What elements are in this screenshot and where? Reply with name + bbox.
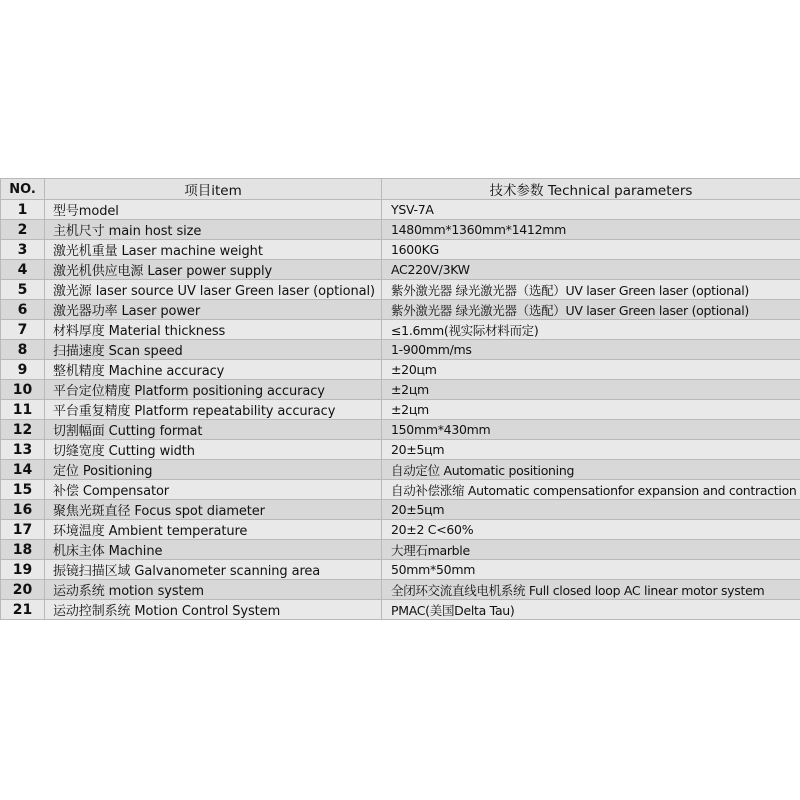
- row-parameter: 自动定位 Automatic positioning: [382, 460, 800, 480]
- row-item: 环境温度 Ambient temperature: [45, 520, 382, 540]
- row-item: 激光机供应电源 Laser power supply: [45, 260, 382, 280]
- row-parameter: ±2цm: [382, 380, 800, 400]
- header-item: 项目item: [45, 179, 382, 200]
- row-parameter: PMAC(美国Delta Tau): [382, 600, 800, 620]
- row-number: 5: [1, 280, 45, 300]
- table-row: [1, 580, 800, 600]
- row-number: 4: [1, 260, 45, 280]
- row-number: 15: [1, 480, 45, 500]
- row-parameter: 1-900mm/ms: [382, 340, 800, 360]
- row-number: 21: [1, 600, 45, 620]
- row-parameter: 20±5цm: [382, 440, 800, 460]
- table-row: [1, 600, 800, 620]
- table-row: [1, 520, 800, 540]
- row-parameter: ≤1.6mm(视实际材料而定): [382, 320, 800, 340]
- row-item: 激光机重量 Laser machine weight: [45, 240, 382, 260]
- row-parameter: 50mm*50mm: [382, 560, 800, 580]
- row-item: 振镜扫描区域 Galvanometer scanning area: [45, 560, 382, 580]
- row-item: 运动系统 motion system: [45, 580, 382, 600]
- row-parameter: 紫外激光器 绿光激光器（选配）UV laser Green laser (optional): [382, 300, 800, 320]
- row-item: 切缝宽度 Cutting width: [45, 440, 382, 460]
- row-parameter: ±20цm: [382, 360, 800, 380]
- table-row: [1, 380, 800, 400]
- row-parameter: 自动补偿涨缩 Automatic compensationfor expansion and contraction: [382, 480, 800, 500]
- row-number: 18: [1, 540, 45, 560]
- row-item: 聚焦光斑直径 Focus spot diameter: [45, 500, 382, 520]
- row-parameter: 1600KG: [382, 240, 800, 260]
- table-row: [1, 220, 800, 240]
- row-parameter: 1480mm*1360mm*1412mm: [382, 220, 800, 240]
- row-parameter: 20±5цm: [382, 500, 800, 520]
- row-item: 型号model: [45, 200, 382, 220]
- header-technical-parameters: 技术参数 Technical parameters: [382, 179, 800, 200]
- row-parameter: ±2цm: [382, 400, 800, 420]
- row-item: 机床主体 Machine: [45, 540, 382, 560]
- row-item: 整机精度 Machine accuracy: [45, 360, 382, 380]
- row-item: 主机尺寸 main host size: [45, 220, 382, 240]
- row-number: 13: [1, 440, 45, 460]
- table-row: [1, 400, 800, 420]
- row-number: 10: [1, 380, 45, 400]
- row-item: 激光源 laser source UV laser Green laser (optional): [45, 280, 382, 300]
- table-row: [1, 480, 800, 500]
- row-number: 8: [1, 340, 45, 360]
- row-parameter: 150mm*430mm: [382, 420, 800, 440]
- table-row: [1, 240, 800, 260]
- table-row: [1, 440, 800, 460]
- table-row: [1, 500, 800, 520]
- row-number: 12: [1, 420, 45, 440]
- table-header-row: [1, 179, 800, 200]
- row-number: 2: [1, 220, 45, 240]
- table-row: [1, 280, 800, 300]
- row-item: 定位 Positioning: [45, 460, 382, 480]
- row-item: 平台重复精度 Platform repeatability accuracy: [45, 400, 382, 420]
- row-number: 9: [1, 360, 45, 380]
- row-number: 6: [1, 300, 45, 320]
- row-number: 3: [1, 240, 45, 260]
- table-row: [1, 560, 800, 580]
- row-parameter: 大理石marble: [382, 540, 800, 560]
- row-number: 14: [1, 460, 45, 480]
- row-item: 激光器功率 Laser power: [45, 300, 382, 320]
- row-number: 16: [1, 500, 45, 520]
- row-item: 运动控制系统 Motion Control System: [45, 600, 382, 620]
- row-parameter: 全闭环交流直线电机系统 Full closed loop AC linear motor system: [382, 580, 800, 600]
- table-row: [1, 360, 800, 380]
- table-row: [1, 300, 800, 320]
- row-parameter: YSV-7A: [382, 200, 800, 220]
- row-item: 扫描速度 Scan speed: [45, 340, 382, 360]
- table-row: [1, 460, 800, 480]
- row-number: 7: [1, 320, 45, 340]
- row-parameter: 紫外激光器 绿光激光器（选配）UV laser Green laser (optional): [382, 280, 800, 300]
- technical-parameters-table: [0, 178, 800, 620]
- header-no: NO.: [1, 179, 45, 200]
- row-parameter: 20±2 C<60%: [382, 520, 800, 540]
- row-number: 1: [1, 200, 45, 220]
- table-row: [1, 320, 800, 340]
- table-row: [1, 540, 800, 560]
- row-number: 17: [1, 520, 45, 540]
- table-body: [1, 200, 800, 620]
- row-item: 切割幅面 Cutting format: [45, 420, 382, 440]
- row-number: 11: [1, 400, 45, 420]
- row-item: 补偿 Compensator: [45, 480, 382, 500]
- table-row: [1, 260, 800, 280]
- row-parameter: AC220V/3KW: [382, 260, 800, 280]
- row-item: 材料厚度 Material thickness: [45, 320, 382, 340]
- row-item: 平台定位精度 Platform positioning accuracy: [45, 380, 382, 400]
- table-row: [1, 340, 800, 360]
- table-row: [1, 420, 800, 440]
- row-number: 19: [1, 560, 45, 580]
- table-row: [1, 200, 800, 220]
- row-number: 20: [1, 580, 45, 600]
